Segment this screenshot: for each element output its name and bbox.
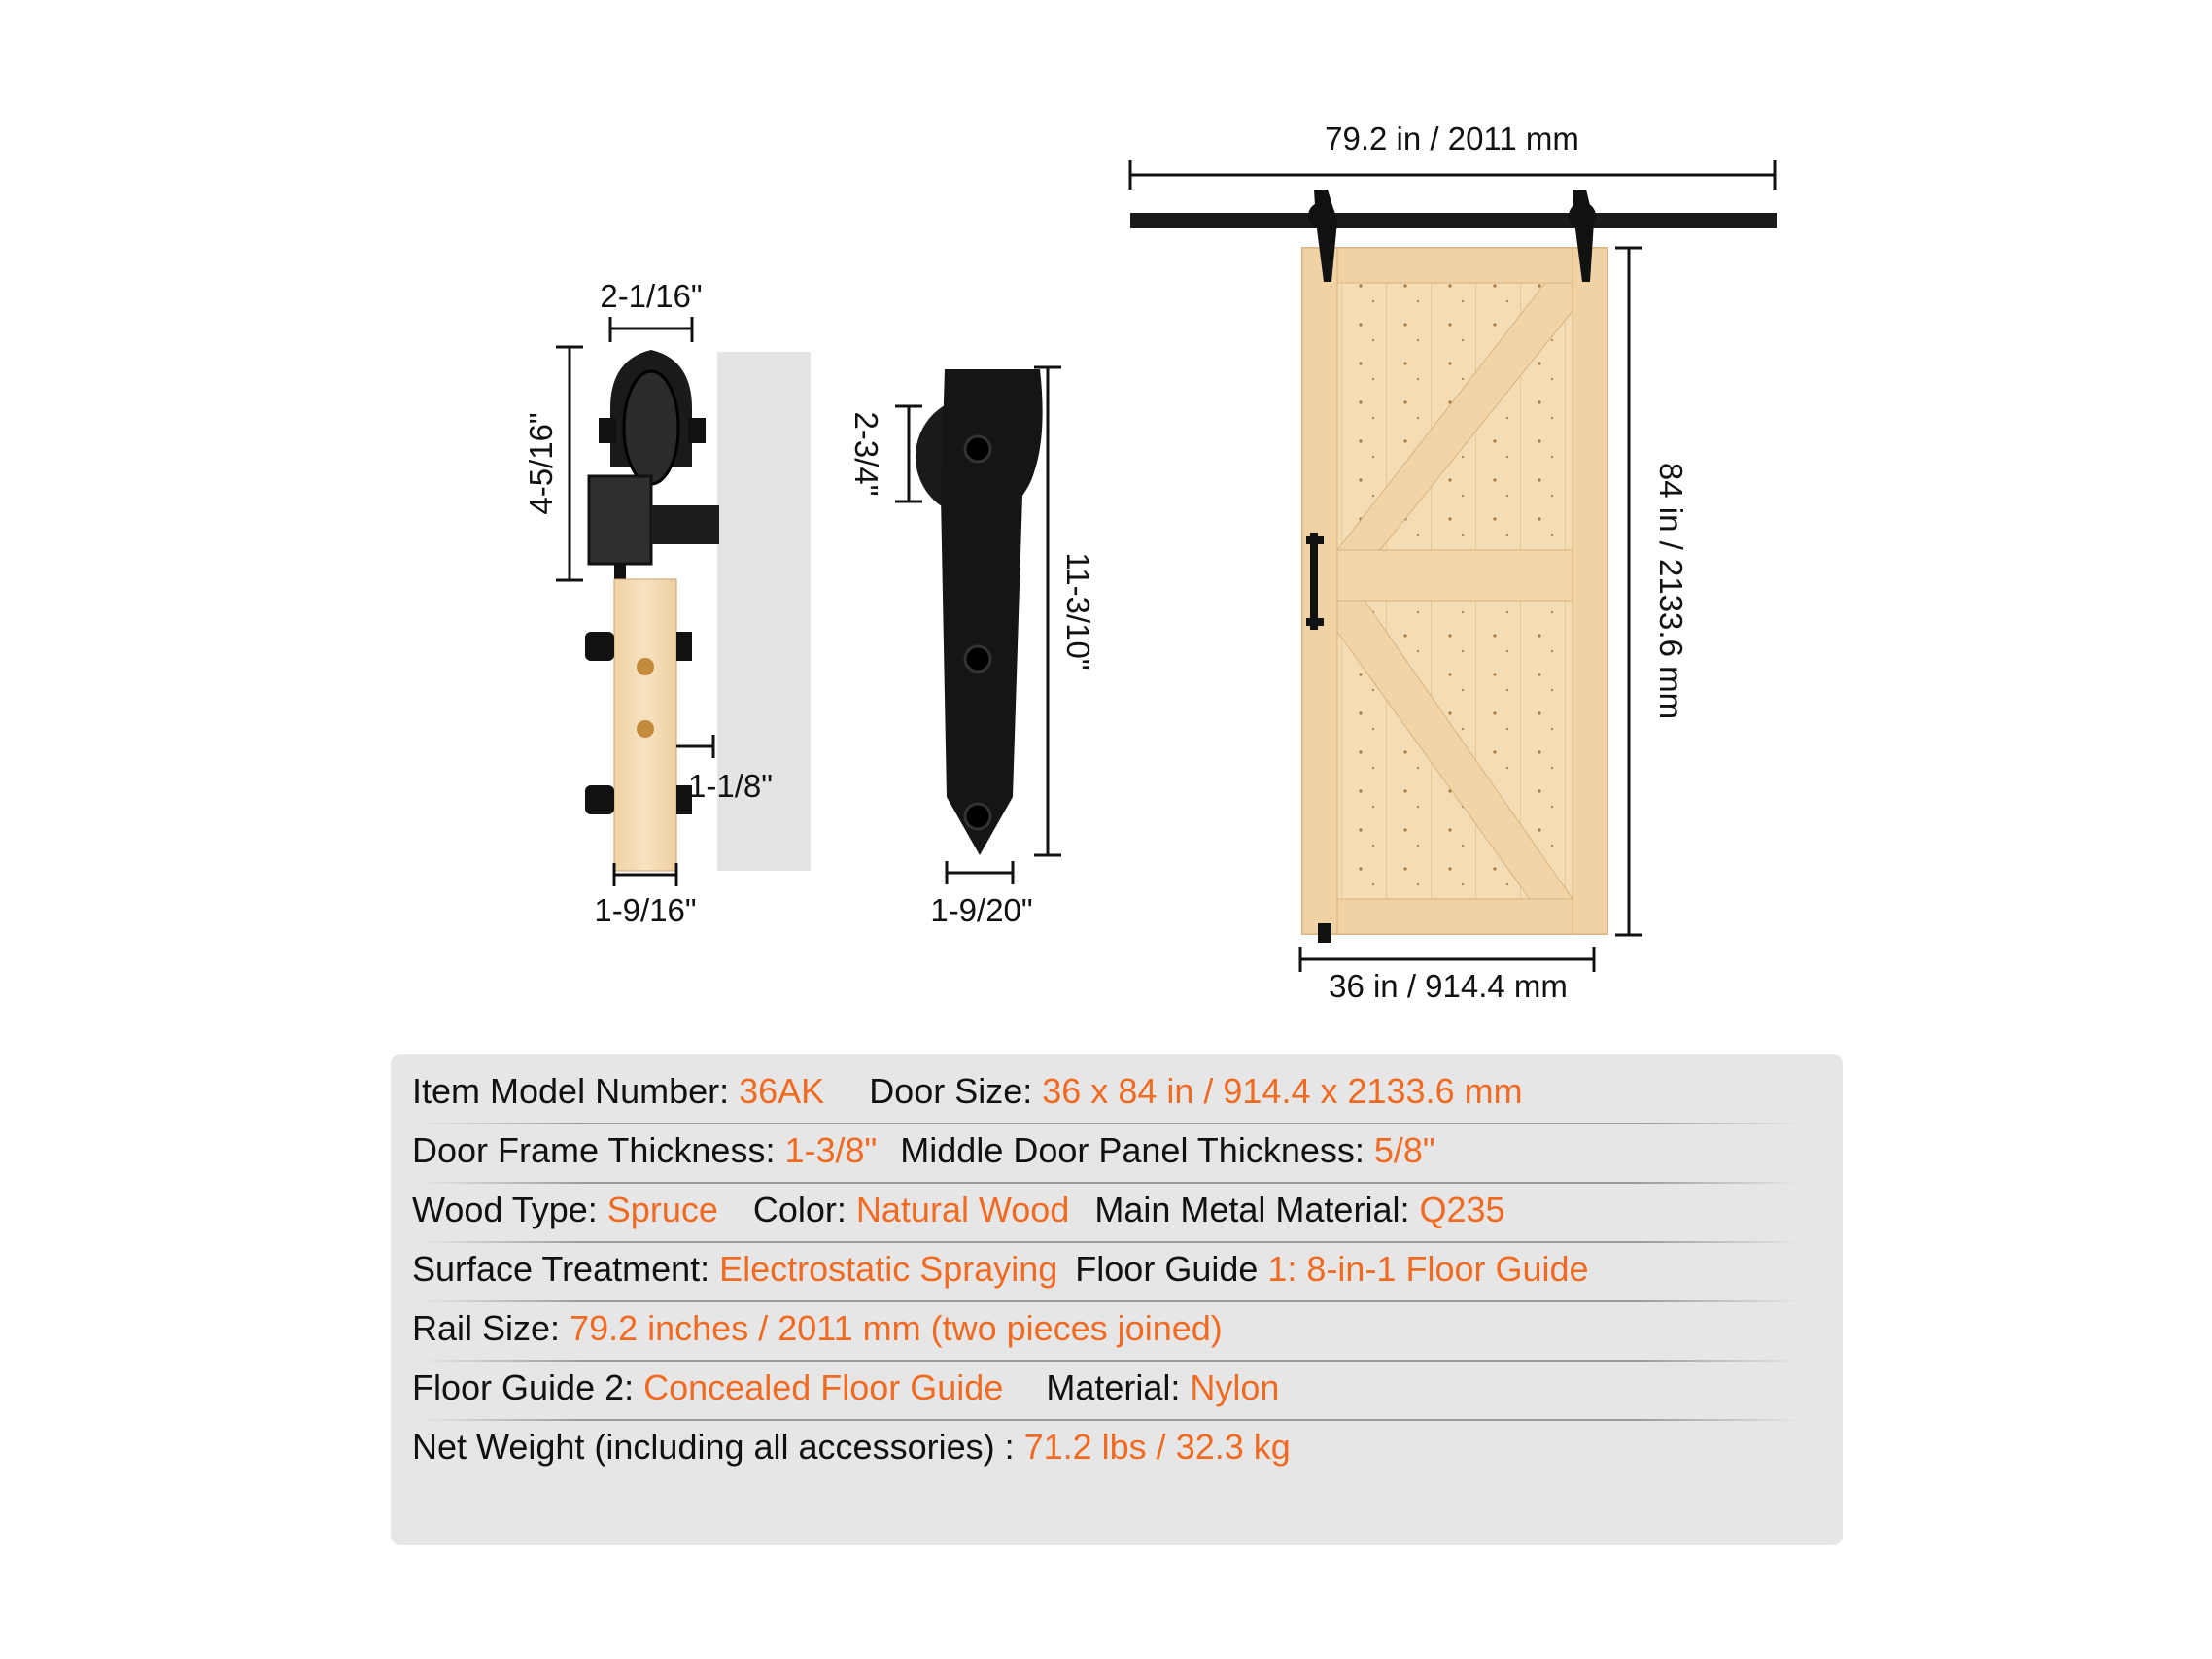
spec-label: Floor Guide [1075,1249,1259,1289]
spec-item [1094,1181,1504,1239]
spec-value: Nylon [1190,1367,1280,1407]
spec-label: Item Model Number: [412,1071,730,1111]
spec-label: Floor Guide 2: [412,1367,635,1407]
door-thickness-label: 1-9/16" [594,892,697,928]
spec-row [412,1122,1792,1180]
spec-row [412,1181,1792,1239]
spec-value: 36AK [739,1071,825,1111]
strap-length-label: 11-3/10" [1060,552,1096,671]
door-width-dimension [1300,947,1594,1004]
spec-item [412,1181,718,1239]
door-thickness-dimension [594,863,696,928]
spec-item [412,1359,1003,1417]
spec-value: 71.2 lbs / 32.3 kg [1023,1427,1291,1467]
spec-value: Spruce [606,1190,718,1229]
rail-dimension [1130,121,1775,190]
spec-label: Wood Type: [412,1190,598,1229]
strap-width-dimension [930,861,1032,928]
barn-door [1302,248,1607,943]
spec-row [412,1359,1792,1417]
spec-row [412,1299,1792,1358]
spec-item [412,1122,877,1180]
door-width-label: 36 in / 914.4 mm [1329,968,1568,1004]
spec-label: Door Size: [869,1071,1033,1111]
spec-value: 1-3/8" [784,1130,878,1170]
hanger-height-dimension [523,347,583,580]
spec-item [412,1418,1291,1476]
rail-length-label: 79.2 in / 2011 mm [1325,121,1579,156]
spec-value: 5/8" [1373,1130,1435,1170]
spec-row [412,1240,1792,1298]
hanger-height-label: 4-5/16" [523,412,559,515]
spec-item [412,1299,1223,1358]
spec-label: Surface Treatment: [412,1249,710,1289]
spec-value: 36 x 84 in / 914.4 x 2133.6 mm [1042,1071,1523,1111]
spec-item [869,1062,1522,1121]
door-height-dimension [1615,248,1689,935]
roller-width-dimension [600,278,702,342]
strap-width-label: 1-9/20" [930,892,1033,928]
spec-item [900,1122,1434,1180]
spec-item [1046,1359,1279,1417]
door-height-label: 84 in / 2133.6 mm [1653,462,1689,720]
spec-value: 1: 8-in-1 Floor Guide [1267,1249,1589,1289]
spec-value: Concealed Floor Guide [643,1367,1004,1407]
spec-item [412,1240,1057,1298]
strap-length-dimension [1034,367,1096,855]
spec-label: Main Metal Material: [1094,1190,1410,1229]
spec-panel [391,1054,1843,1545]
spec-value: Electrostatic Spraying [719,1249,1058,1289]
roller-width-label: 2-1/16" [600,278,703,314]
wheel-diameter-dimension [848,406,922,501]
spec-label: Color: [752,1190,847,1229]
wheel-diameter-label: 2-3/4" [848,411,884,497]
spec-value: Q235 [1419,1190,1505,1229]
track-rail [1130,213,1777,228]
spec-label: Net Weight (including all accessories) : [412,1427,1015,1467]
wall-gap-label: 1-1/8" [688,768,773,804]
spec-row [412,1062,1792,1121]
spec-item [412,1062,824,1121]
spec-value: 79.2 inches / 2011 mm (two pieces joined) [570,1308,1223,1348]
spec-item [753,1181,1069,1239]
spec-label: Middle Door Panel Thickness: [900,1130,1365,1170]
hanger-strap-front [916,369,1043,855]
spec-item [1075,1240,1588,1298]
spec-label: Material: [1046,1367,1181,1407]
spec-label: Rail Size: [412,1308,561,1348]
spec-row [412,1418,1792,1476]
spec-label: Door Frame Thickness: [412,1130,776,1170]
spec-value: Natural Wood [855,1190,1070,1229]
